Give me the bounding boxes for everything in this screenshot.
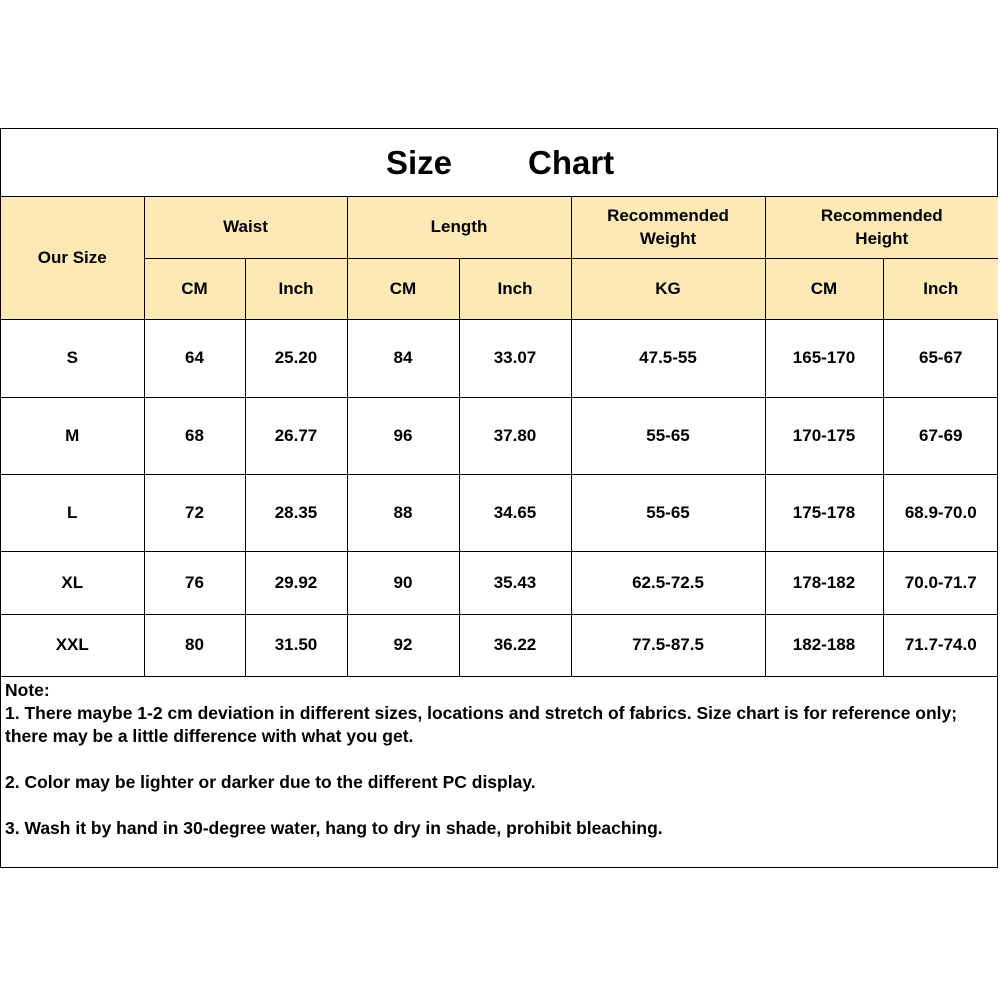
cell-length-cm: 84	[347, 319, 459, 397]
cell-height-inch: 68.9-70.0	[883, 474, 998, 551]
cell-weight-kg: 55-65	[571, 474, 765, 551]
cell-length-inch: 36.22	[459, 614, 571, 676]
cell-height-inch: 71.7-74.0	[883, 614, 998, 676]
unit-waist-inch: Inch	[245, 258, 347, 319]
title-word-chart: Chart	[528, 144, 615, 181]
header-height-line2: Height	[855, 229, 909, 249]
cell-waist-cm: 80	[144, 614, 245, 676]
unit-row	[1, 258, 998, 319]
cell-weight-kg: 62.5-72.5	[571, 551, 765, 614]
note-item: 1. There maybe 1-2 cm deviation in different sizes, locations and stretch of fabrics. Size chart is for reference only; there may be a little difference with what you get.	[5, 703, 958, 746]
title-word-size: Size	[386, 144, 453, 181]
table-row	[1, 551, 998, 614]
header-waist: Waist	[144, 197, 347, 258]
cell-height-cm: 175-178	[765, 474, 883, 551]
unit-height-inch: Inch	[883, 258, 998, 319]
cell-length-inch: 35.43	[459, 551, 571, 614]
cell-weight-kg: 47.5-55	[571, 319, 765, 397]
cell-length-inch: 33.07	[459, 319, 571, 397]
cell-waist-inch: 26.77	[245, 397, 347, 474]
header-row	[1, 197, 998, 258]
header-weight	[571, 197, 765, 258]
cell-size: M	[1, 397, 144, 474]
cell-waist-cm: 64	[144, 319, 245, 397]
cell-length-cm: 92	[347, 614, 459, 676]
cell-weight-kg: 55-65	[571, 397, 765, 474]
cell-height-inch: 67-69	[883, 397, 998, 474]
notes-heading: Note:	[5, 680, 50, 700]
header-length: Length	[347, 197, 571, 258]
cell-height-cm: 170-175	[765, 397, 883, 474]
table-row	[1, 614, 998, 676]
cell-waist-cm: 72	[144, 474, 245, 551]
cell-waist-inch: 31.50	[245, 614, 347, 676]
cell-size: S	[1, 319, 144, 397]
cell-height-inch: 65-67	[883, 319, 998, 397]
header-weight-line1: Recommended	[607, 206, 729, 226]
cell-weight-kg: 77.5-87.5	[571, 614, 765, 676]
cell-size: XXL	[1, 614, 144, 676]
cell-length-cm: 96	[347, 397, 459, 474]
header-height	[765, 197, 998, 258]
header-our-size: Our Size	[1, 197, 144, 319]
table-row	[1, 474, 998, 551]
cell-size: L	[1, 474, 144, 551]
header-height-line1: Recommended	[820, 206, 943, 226]
unit-length-cm: CM	[347, 258, 459, 319]
cell-height-inch: 70.0-71.7	[883, 551, 998, 614]
unit-length-inch: Inch	[459, 258, 571, 319]
cell-height-cm: 182-188	[765, 614, 883, 676]
cell-length-cm: 90	[347, 551, 459, 614]
size-table	[1, 197, 998, 677]
table-row	[1, 319, 998, 397]
cell-height-cm: 165-170	[765, 319, 883, 397]
table-row	[1, 397, 998, 474]
note-item: 2. Color may be lighter or darker due to the different PC display.	[5, 772, 536, 792]
unit-height-cm: CM	[765, 258, 883, 319]
chart-title	[1, 129, 997, 197]
cell-waist-inch: 28.35	[245, 474, 347, 551]
cell-length-inch: 37.80	[459, 397, 571, 474]
notes-section	[5, 679, 990, 840]
cell-length-cm: 88	[347, 474, 459, 551]
cell-length-inch: 34.65	[459, 474, 571, 551]
cell-waist-cm: 76	[144, 551, 245, 614]
note-item: 3. Wash it by hand in 30-degree water, hang to dry in shade, prohibit bleaching.	[5, 818, 663, 838]
cell-waist-inch: 25.20	[245, 319, 347, 397]
cell-size: XL	[1, 551, 144, 614]
cell-waist-cm: 68	[144, 397, 245, 474]
unit-weight-kg: KG	[571, 258, 765, 319]
size-chart	[0, 128, 998, 868]
unit-waist-cm: CM	[144, 258, 245, 319]
cell-waist-inch: 29.92	[245, 551, 347, 614]
cell-height-cm: 178-182	[765, 551, 883, 614]
header-weight-line2: Weight	[639, 229, 697, 249]
